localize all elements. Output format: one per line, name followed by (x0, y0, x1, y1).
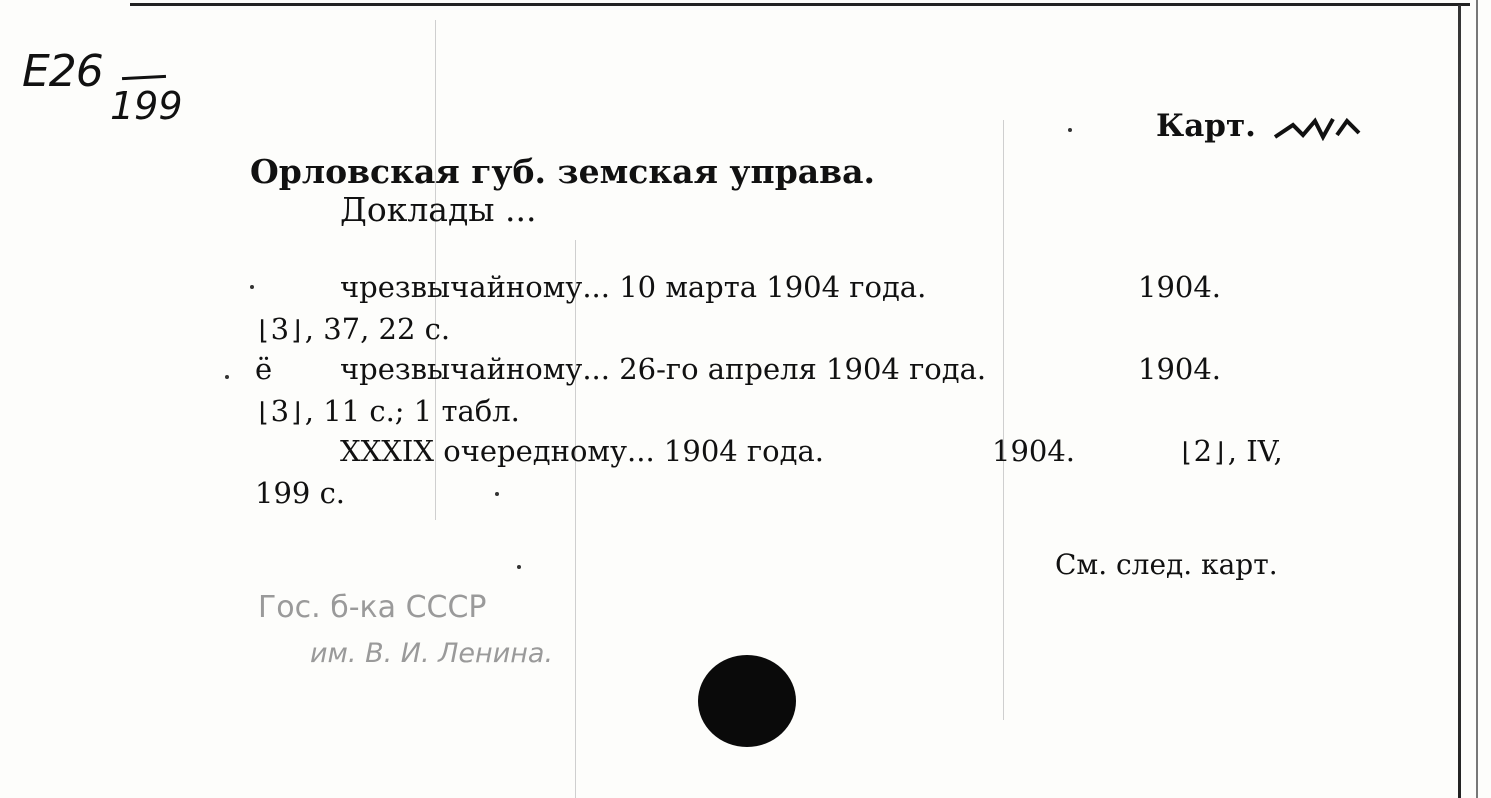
card-border-line (1476, 0, 1478, 798)
call-number-rule (122, 75, 166, 80)
entry-3-pages-continued: 199 с. (255, 476, 346, 510)
entry-1-volumes: 3 (270, 312, 290, 346)
entry-3-year: 1904. (992, 434, 1076, 468)
library-stamp-line-2: им. В. И. Ленина. (310, 638, 554, 669)
entry-2-pages: , 11 с.; 1 табл. (304, 394, 520, 428)
card-top-edge (130, 3, 1470, 6)
bracket-close: ⌋ (289, 398, 305, 428)
card-right-edge (1458, 5, 1461, 798)
card-label: Карт. (1156, 108, 1256, 144)
continuation-note: См. след. карт. (1055, 548, 1278, 581)
scan-line (1003, 120, 1004, 720)
call-number-sub: 199 (110, 84, 183, 128)
call-number: E26 (22, 46, 103, 97)
speck (250, 285, 254, 289)
entry-2-year: 1904. (1138, 352, 1222, 386)
speck (1068, 128, 1072, 132)
entry-3-pages: , IV, (1227, 434, 1283, 468)
obscured-card-number-scribble (1273, 115, 1363, 141)
card-number-label (1156, 108, 1363, 144)
entry-2-collation (255, 394, 520, 428)
bracket-open: ⌊ (255, 398, 271, 428)
entry-3-collation (1178, 434, 1283, 468)
entry-1-year: 1904. (1138, 270, 1222, 304)
entry-1-pages: , 37, 22 с. (304, 312, 451, 346)
library-stamp-line-1: Гос. б-ка СССР (258, 590, 487, 625)
entry-2-mark: ё (255, 352, 273, 386)
speck (495, 492, 499, 496)
bracket-open: ⌊ (1178, 438, 1194, 468)
entry-3-title: XXXIX очередному... 1904 года. (340, 434, 824, 468)
speck (517, 565, 521, 569)
entry-3-volumes: 2 (1193, 434, 1213, 468)
entry-1-collation (255, 312, 450, 346)
subheading: Доклады ... (340, 190, 537, 229)
bracket-close: ⌋ (1212, 438, 1228, 468)
entry-2-volumes: 3 (270, 394, 290, 428)
heading: Орловская губ. земская управа. (250, 152, 875, 191)
scan-line (575, 240, 576, 798)
speck (225, 375, 229, 379)
bracket-close: ⌋ (289, 316, 305, 346)
entry-1-title: чрезвычайному... 10 марта 1904 года. (340, 270, 927, 304)
entry-2-title: чрезвычайному... 26-го апреля 1904 года. (340, 352, 987, 386)
punch-hole (698, 655, 796, 747)
bracket-open: ⌊ (255, 316, 271, 346)
